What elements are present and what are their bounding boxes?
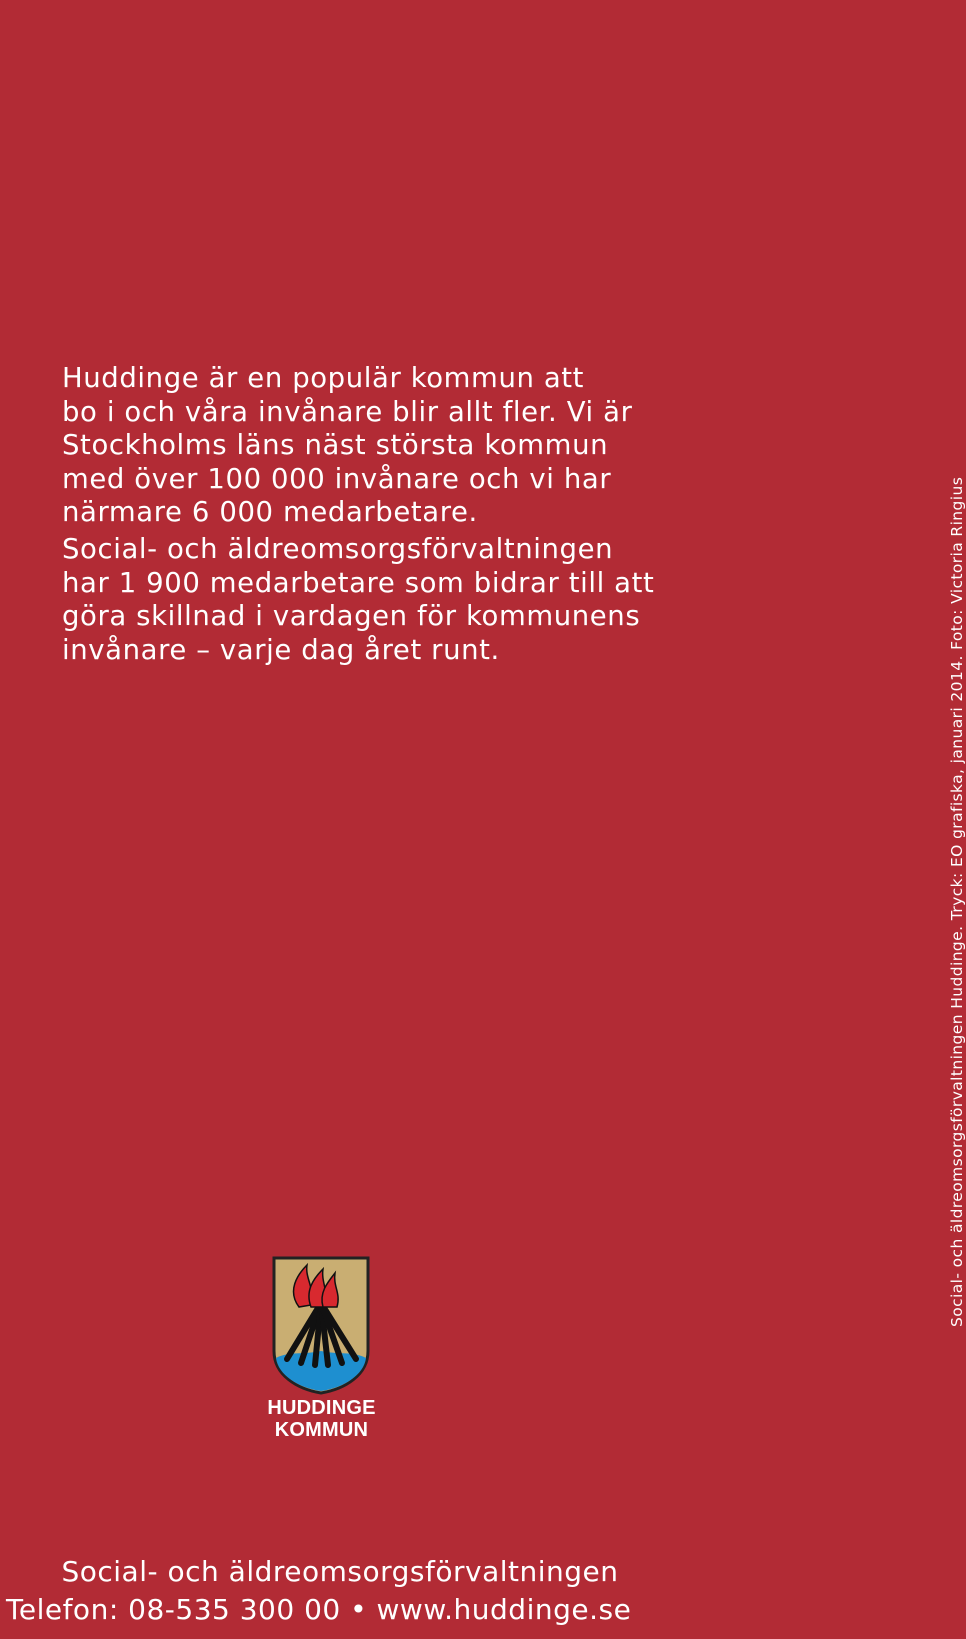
footer-department: Social- och äldreomsorgsförvaltningen <box>61 1555 619 1588</box>
footer-contact: Telefon: 08-535 300 00 • www.huddinge.se <box>6 1593 632 1626</box>
intro-paragraph <box>62 362 782 530</box>
logo-line-1: HUDDINGE <box>267 1397 376 1419</box>
logo-wordmark <box>259 1397 384 1441</box>
huddinge-kommun-logo <box>259 1255 384 1441</box>
intro-line: närmare 6 000 medarbetare. <box>62 496 478 528</box>
intro-line: bo i och våra invånare blir allt fler. Vi är <box>62 395 633 428</box>
department-line: invånare – varje dag året runt. <box>62 633 500 666</box>
logo-line-2: KOMMUN <box>274 1419 369 1441</box>
intro-line: med över 100 000 invånare och vi har <box>62 462 612 495</box>
intro-line: Huddinge är en populär kommun att <box>62 362 585 394</box>
print-credit: Social- och äldreomsorgsförvaltningen Huddinge. Tryck: EO grafiska, januari 2014. Foto: Victoria Ringius <box>948 476 966 1327</box>
department-line: Social- och äldreomsorgsförvaltningen <box>62 533 614 565</box>
department-paragraph <box>62 533 782 667</box>
coat-of-arms-icon <box>271 1255 371 1395</box>
department-line: göra skillnad i vardagen för kommunens <box>62 600 641 632</box>
department-line: har 1 900 medarbetare som bidrar till att <box>62 566 655 599</box>
intro-line: Stockholms läns näst största kommun <box>62 429 609 461</box>
